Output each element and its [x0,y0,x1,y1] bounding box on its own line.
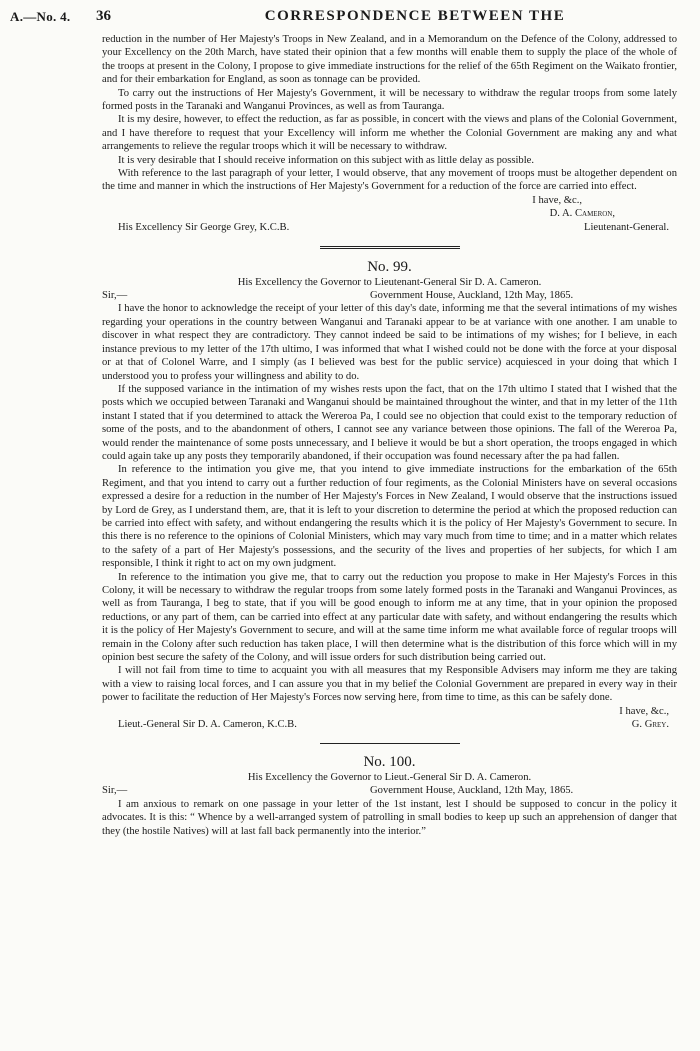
addressee: Lieut.-General Sir D. A. Cameron, K.C.B. [118,719,297,731]
page-header [10,9,690,29]
salutation-line [102,784,677,797]
location-date: Government House, Auckland, 12th May, 1865. [370,785,574,797]
signature: G. Grey. [631,719,669,731]
signature-line [102,718,677,732]
letter-heading: His Excellency the Governor to Lieutenant-General Sir D. A. Cameron. [237,276,542,288]
paragraph: If the supposed variance in the intimation of my wishes rests upon the fact, that on the 17th ultimo I stated that I wished that the posts which we occupied between Taranaki and Wanganui should be maintained throughout the winter, and that in my letter of the 11th instant I stated that if you determined to attack the Wereroa Pa, I could see no objection that could exist to the temporary reduction of some of the posts, and to the abandonment of others, I cannot see any variance between those opinions. The fall of the Wereroa Pa, would render the maintenance of some posts unnecessary, and I believe it would be but a short operation, the troops engaged in which could again take up any posts they temporarily abandoned, if their occupation was found necessary after the pa had fallen. [102,383,677,462]
paragraph: I have the honor to acknowledge the receipt of your letter of this day's date, informing me that the several intimations of my wishes regarding your operations in the country between Wanganui and Taranaki appear to be at variance with one another. I am unable to discover in what respect they are contradictory. They cannot indeed be said to be intimations of my wishes; for I believe, in each instance previous to my letter of the 17th ultimo, I was informed that what I wished could not be done with the force at your disposal or at that of Colonel Warre, and I simply (as I believed was best for the public service) acquiesced in your doing that which I understood you to profess your willingness and ability to do. [102,303,677,382]
section-divider [320,743,460,744]
letter-number: No. 99. [367,258,412,275]
location-date: Government House, Auckland, 12th May, 1865. [370,290,574,302]
letter-heading: His Excellency the Governor to Lieut.-General Sir D. A. Cameron. [247,772,532,784]
document-reference: A.—No. 4. [10,9,71,24]
salutation-line [102,289,677,302]
addressee: His Excellency Sir George Grey, K.C.B. [118,221,290,233]
paragraph: reduction in the number of Her Majesty's Troops in New Zealand, and in a Memorandum on the Defence of the Colony, addressed to your Excellency on the 20th March, have stated their opinion that a few months will enable them to supply the place of the whole of the troops at present in the Colony, I propose to give immediate instructions for the relief of the 65th Regiment on the Waikato frontier, and for their embarkation for England, as soon as tonnage can be provided. [102,34,677,86]
paragraph: In reference to the intimation you give me, that you intend to give immediate instructions for the embarkation of the 65th Regiment, and that you intend to carry out a further reduction of four regiments, as the Colonial Ministers have on several occasions expressed a desire for a reduction in the number of Her Majesty's Forces in New Zealand, I would observe that the instructions issued by Lord de Grey, as I understand them, are, that it is left to your discretion to determine the period at which the proposed reduction can be carried into effect with safety, and without endangering the results which it is the policy of Her Majesty's Government to secure. In this there is no reference to the opinions of Colonial Ministers, which may vary much from time to time; and in a matter which relates to the safety of a part of Her Majesty's possessions, and the security of the lives and properties of her subjects, for which I am responsible, I think it right to act on my own judgment. [102,464,677,570]
signature: D. A. Cameron, [549,208,615,220]
page-number: 36 [96,8,111,24]
document-body [102,33,677,838]
signature-line [102,221,677,235]
salutation: Sir,— [102,290,128,302]
paragraph: It is my desire, however, to effect the reduction, as far as possible, in concert with the views and plans of the Colonial Government, and I have therefore to request that your Excellency will inform me whether the Colonial Government are making any and what arrangements to relieve the regular troops which it will be necessary to withdraw. [102,114,677,153]
paragraph: I am anxious to remark on one passage in your letter of the 1st instant, lest I should be supposed to concur in the policy it advocates. It is this: “ Whence by a well-arranged system of patrolling in small bodies to keep up such an apprehension of danger that they (the hostile Natives) will at last fall back permanently into the interior.” [102,798,677,837]
section-divider [320,246,460,249]
letter-100 [102,753,677,838]
signature-title: Lieutenant-General. [584,221,669,233]
paragraph: It is very desirable that I should receive information on this subject with as little delay as possible. [118,154,535,166]
paragraph: I will not fail from time to time to acquaint you with all measures that my Responsible Advisers may inform me they are taking with a view to raising local forces, and I can assure you that in my belief the Colonial Government are prepared in every way in their power to facilitate the reduction of Her Majesty's Forces now serving here, from time to time, as this can be safely done. [102,665,677,704]
letter-99 [102,258,677,732]
paragraph: In reference to the intimation you give me, that to carry out the reduction you propose to make in Her Majesty's Forces in this Colony, it will be necessary to withdraw the regular troops from some lately formed posts in the Taranaki and Wanganui Provinces, as well as from Tauranga, I beg to state, that if you will be good enough to inform me at any time, that in your opinion the proposed reductions, or any part of them, can be carried into effect at any particular date with safety, and without endangering the results which it is the policy of Her Majesty's Government to secure, and will at the same time inform me what available force of regular troops will remain in the Colony after such reduction has taken place, I will then determine what is the distribution of this force which will in my opinion best secure the safety of the Colony, and will issue orders for such distribution being carried out. [102,571,677,664]
letter-number: No. 100. [363,754,416,771]
closing: I have, &c., [532,194,582,206]
letter-98-continuation [102,33,677,235]
paragraph: To carry out the instructions of Her Majesty's Government, it will be necessary to withdraw the regular troops from some lately formed posts in the Taranaki and Wanganui Provinces, as well as from Tauranga. [102,87,677,113]
running-title: CORRESPONDENCE BETWEEN THE [264,8,566,24]
salutation: Sir,— [102,785,128,797]
paragraph: With reference to the last paragraph of your letter, I would observe, that any movement of troops must be altogether dependent on the time and manner in which the instructions of Her Majesty's Government for a reduction of the force are carried into effect. [102,168,677,193]
closing: I have, &c., [619,705,669,717]
